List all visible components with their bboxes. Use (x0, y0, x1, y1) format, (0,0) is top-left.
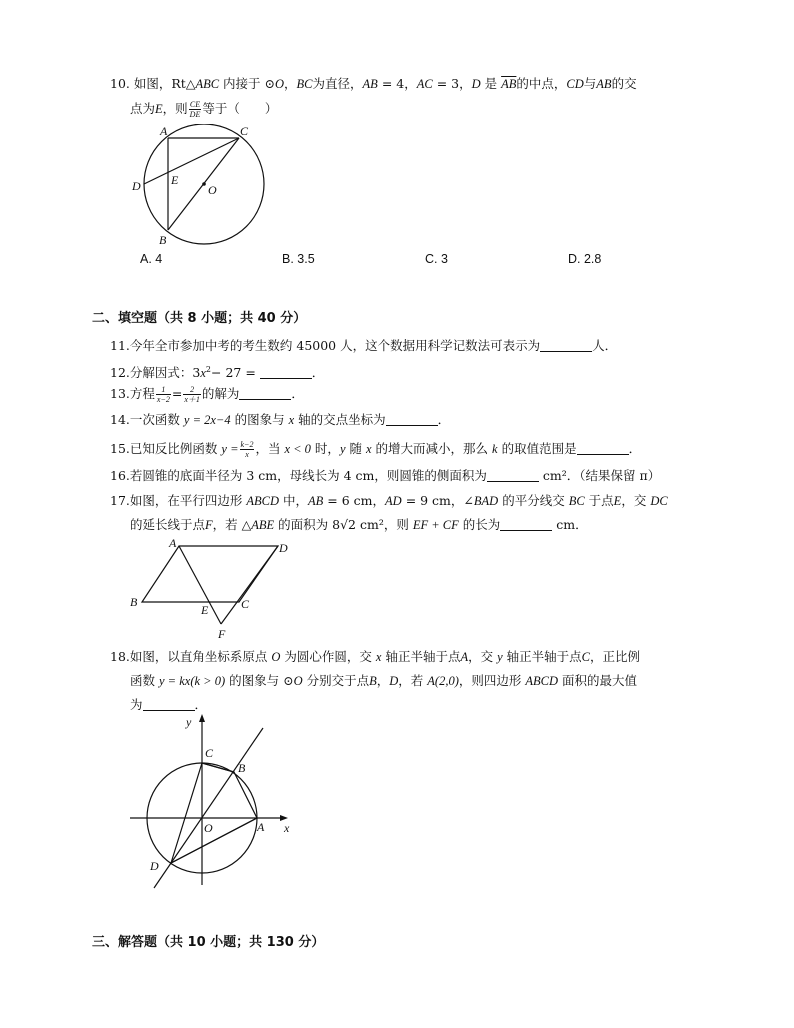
q16: 16.若圆锥的底面半径为 3 cm，母线长为 4 cm，则圆锥的侧面积为 cm²．（结果保留 π） (110, 468, 661, 483)
q17-line2: 的延长线于点F，若 △ABE 的面积为 8√2 cm²，则 EF + CF 的长为 cm． (130, 517, 588, 532)
answer-blank (540, 339, 592, 352)
q17-line1: 17.如图，在平行四边形 ABCD 中，AB = 6 cm，AD = 9 cm，∠BAD 的平分线交 BC 于点E，交 DC (110, 493, 668, 508)
q13: 13.方程 $\frac{1}{x-2}$ = $\frac{2}{x+1}$ 的解为 ． (110, 385, 304, 404)
answer-blank (500, 518, 552, 531)
q14: 14.一次函数 y = 2x−4 的图象与 x 轴的交点坐标为 ． (110, 412, 451, 427)
q18-line2: 函数 y = kx(k > 0) 的图象与 ⊙O 分别交于点B，D，若 A(2,0)，则四边形 ABCD 面积的最大值 (130, 673, 638, 688)
arc-ab: $\overline{AB}$ (501, 77, 517, 91)
label-o: O (204, 821, 213, 835)
label-c: C (241, 597, 250, 611)
label-d: D (279, 541, 288, 555)
answer-blank (577, 442, 629, 455)
q12: 12.分解因式：$3x^2- 27$ = ． (110, 365, 325, 381)
q11: 11.今年全市参加中考的考生数约 45000 人，这个数据用科学记数法可表示为 人． (110, 338, 618, 353)
q18-line1: 18.如图，以直角坐标系原点 O 为圆心作圆，交 x 轴正半轴于点A，交 y 轴正半轴于点C，正比例 (110, 649, 641, 664)
label-a: A (160, 124, 168, 138)
section3-title: 三、解答题（共 10 小题；共 130 分） (92, 935, 325, 950)
quadrilateral-abcd (171, 763, 257, 863)
q10-line1: 10. 如图，Rt△ABC 内接于 ⊙O，BC为直径，AB = 4，AC = 3，D 是 $\overline{AB}$的中点，CD与AB的交 (110, 76, 637, 91)
section2-title: 二、填空题（共 8 小题；共 40 分） (92, 311, 307, 326)
label-f: F (218, 627, 226, 641)
q17-diagram (128, 536, 298, 644)
answer-blank (386, 413, 438, 426)
label-b: B (238, 761, 246, 775)
label-d: D (150, 859, 159, 873)
q10-line2: 点为E，则 $\frac{CE}{DE}$ 等于（ ） (130, 100, 278, 119)
answer-blank (239, 387, 291, 400)
label-e: E (171, 173, 179, 187)
q10-diagram (130, 124, 275, 249)
answer-blank (260, 366, 312, 379)
label-b: B (159, 233, 167, 247)
label-o: O (208, 183, 217, 197)
q10-choice-d[interactable]: D. 2.8 (568, 252, 602, 266)
label-e: E (201, 603, 209, 617)
q10-choice-a[interactable]: A. 4 (140, 252, 163, 266)
label-c: C (205, 746, 214, 760)
q18-line3: 为 ． (130, 697, 208, 712)
q10-choice-b[interactable]: B. 3.5 (282, 252, 315, 266)
label-y: y (186, 715, 192, 729)
label-a: A (257, 820, 265, 834)
q15: 15.已知反比例函数 y = $\frac{k-2}{x}$ ，当 x < 0 时，y 随 x 的增大而减小，那么 k 的取值范围是 ． (110, 440, 642, 459)
label-d: D (132, 179, 141, 193)
answer-blank (487, 469, 539, 482)
label-b: B (130, 595, 138, 609)
label-c: C (240, 124, 249, 138)
label-a: A (169, 536, 177, 550)
q10-choice-c[interactable]: C. 3 (425, 252, 448, 266)
fraction-ce-de: $\frac{CE}{DE}$ (189, 100, 201, 119)
label-x: x (284, 821, 290, 835)
q18-diagram (128, 710, 303, 890)
